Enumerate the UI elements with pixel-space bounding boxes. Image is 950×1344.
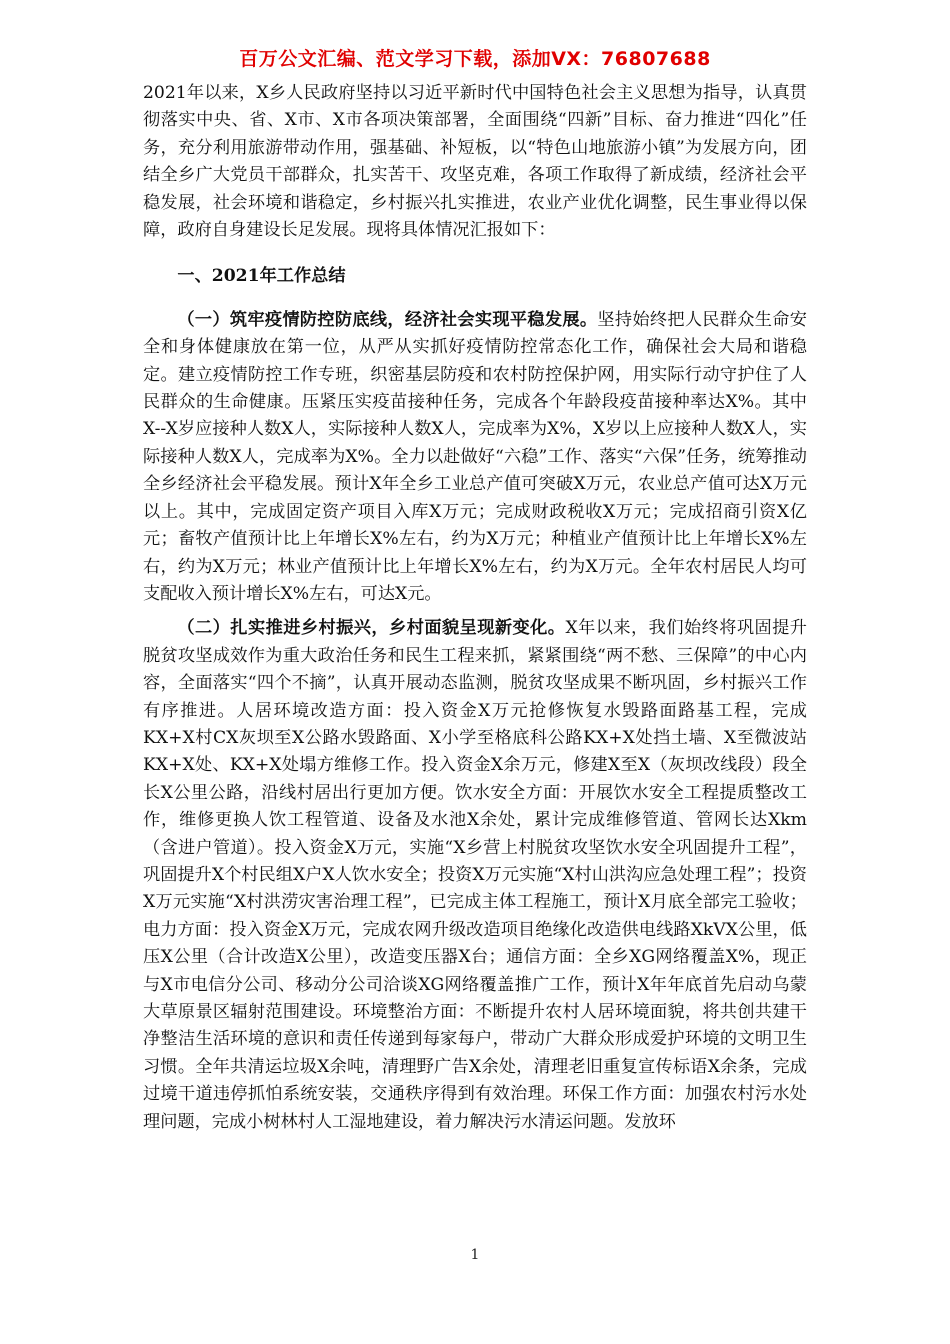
section-heading: 一、2021年工作总结 xyxy=(177,266,346,287)
document-body xyxy=(143,80,807,1136)
paragraph-lead: （二）扎实推进乡村振兴，乡村面貌呈现新变化。 xyxy=(177,618,566,639)
paragraph-rural-revitalization xyxy=(143,615,807,1136)
intro-paragraph: 2021年以来，X乡人民政府坚持以习近平新时代中国特色社会主义思想为指导，认真贯彻落实中央、省、X市、X市各项决策部署，全面围绕“四新”目标、奋力推进“四化”任务，充分利用旅游带动作用，强基础、补短板，以“特色山地旅游小镇”为发展方向，团结全乡广大党员干部群众，扎实苦干、攻坚克难，各项工作取得了新成绩，经济社会平稳发展，社会环境和谐稳定，乡村振兴扎实推进，农业产业优化调整，民生事业得以保障，政府自身建设长足发展。现将具体情况汇报如下： xyxy=(143,83,807,241)
paragraph-body: X年以来，我们始终将巩固提升脱贫攻坚成效作为重大政治任务和民生工程来抓，紧紧围绕“两不愁、三保障”的中心内容，全面落实“四个不摘”，认真开展动态监测，脱贫攻坚成果不断巩固，乡村振兴工作有序推进。人居环境改造方面：投入资金X万元抢修恢复水毁路面路基工程，完成KX+X村CX灰坝至X公路水毁路面、X小学至格底科公路KX+X处挡土墙、X至微波站KX+X处、KX+X处塌方维修工作。投入资金X余万元，修建X至X（灰坝改线段）段全长X公里公路，沿线村居出行更加方便。饮水安全方面：开展饮水安全工程提质整改工作，维修更换人饮工程管道、设备及水池X余处，累计完成维修管道、管网长达Xkm（含进户管道）。投入资金X万元，实施“X乡营上村脱贫攻坚饮水安全巩固提升工程”，巩固提升X个村民组X户X人饮水安全；投资X万元实施“X村山洪沟应急处理工程”；投资X万元实施“X村洪涝灾害治理工程”，已完成主体工程施工，预计X月底全部完工验收；电力方面：投入资金X万元，完成农网升级改造项目绝缘化改造供电线路XkVX公里，低压X公里（合计改造X公里），改造变压器X台；通信方面：全乡XG网络覆盖X%，现正与X市电信分公司、移动分公司洽谈XG网络覆盖推广工作，预计X年年底首先启动乌蒙大草原景区辐射范围建设。环境整治方面：不断提升农村人居环境面貌，将共创共建干净整洁生活环境的意识和责任传递到每家每户，带动广大群众形成爱护环境的文明卫生习惯。全年共清运垃圾X余吨，清理野广告X余处，清理老旧重复宣传标语X余条，完成过境干道违停抓怕系统安装，交通秩序得到有效治理。环保工作方面：加强农村污水处理问题，完成小树林村人工湿地建设，着力解决污水清运问题。发放环 xyxy=(143,618,807,1132)
paragraph-lead: （一）筑牢疫情防控防底线，经济社会实现平稳发展。 xyxy=(177,309,598,330)
page-number: 1 xyxy=(470,1247,480,1263)
paragraph-epidemic xyxy=(143,307,807,608)
header-banner: 百万公文汇编、范文学习下载，添加VX：76807688 xyxy=(239,48,711,70)
paragraph-body: 坚持始终把人民群众生命安全和身体健康放在第一位，从严从实抓好疫情防控常态化工作，确保社会大局和谐稳定。建立疫情防控工作专班，织密基层防疫和农村防控保护网，用实际行动守护住了人民群众的生命健康。压紧压实疫苗接种任务，完成各个年龄段疫苗接种率达X%。其中X--X岁应接种人数X人，实际接种人数X人，完成率为X%，X岁以上应接种人数X人，实际接种人数X人，完成率为X%。全力以赴做好“六稳”工作、落实“六保”任务，统筹推动全乡经济社会平稳发展。预计X年全乡工业总产值可突破X万元，农业总产值可达X万元以上。其中，完成固定资产项目入库X万元；完成财政税收X万元；完成招商引资X亿元；畜牧产值预计比上年增长X%左右，约为X万元；种植业产值预计比上年增长X%左右，约为X万元；林业产值预计比上年增长X%左右，约为X万元。全年农村居民人均可支配收入预计增长X%左右，可达X元。 xyxy=(143,309,807,604)
